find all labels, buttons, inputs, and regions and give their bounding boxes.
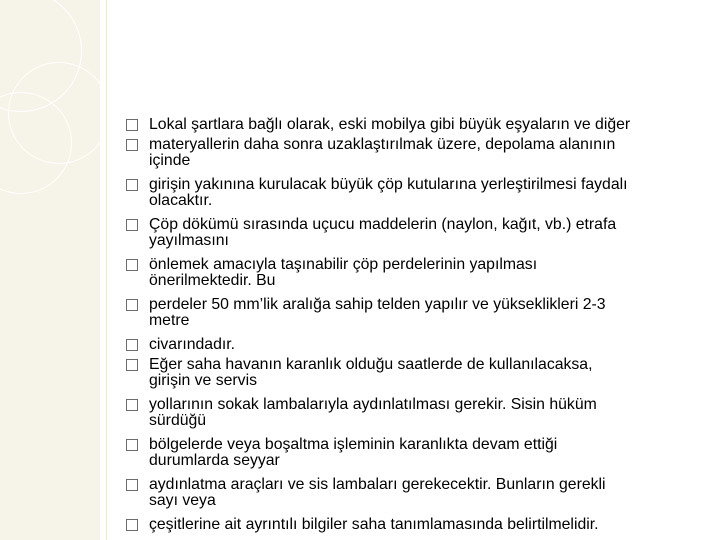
line-text: çeşitlerine ait ayrıntılı bilgiler saha tanımlamasında belirtilmelidir.	[149, 516, 599, 533]
bullet-marker	[126, 519, 138, 531]
bullet-marker	[126, 479, 138, 491]
bullet-marker	[126, 339, 138, 351]
text-line	[126, 312, 706, 330]
line-text: Eğer saha havanın karanlık olduğu saatlerde de kullanılacaksa,	[149, 356, 593, 373]
text-line	[126, 372, 706, 390]
bullet-marker	[126, 299, 138, 311]
line-text: durumlarda seyyar	[149, 452, 280, 469]
sidebar-divider	[101, 0, 102, 540]
bullet-marker	[126, 439, 138, 451]
decorative-sidebar	[0, 0, 100, 540]
sidebar-divider	[106, 0, 107, 540]
text-line	[126, 492, 706, 510]
line-text: Lokal şartlara bağlı olarak, eski mobilya gibi büyük eşyaların ve diğer	[149, 116, 631, 133]
bullet-marker	[126, 219, 138, 231]
bullet-marker	[126, 259, 138, 271]
text-line	[126, 412, 706, 430]
line-text: materyallerin daha sonra uzaklaştırılmak üzere, depolama alanının	[149, 136, 616, 153]
line-text: girişin ve servis	[149, 372, 257, 389]
text-line	[126, 192, 706, 210]
bullet-marker	[126, 139, 138, 151]
line-text: perdeler 50 mm’lik aralığa sahip telden yapılır ve yükseklikleri 2-3	[149, 296, 606, 313]
bullet-marker	[126, 179, 138, 191]
line-text: bölgelerde veya boşaltma işleminin karanlıkta devam ettiği	[149, 436, 558, 453]
text-line	[126, 152, 706, 170]
bullet-marker	[126, 359, 138, 371]
line-text: olacaktır.	[149, 192, 213, 209]
line-text: önlemek amacıyla taşınabilir çöp perdelerinin yapılması	[149, 256, 538, 273]
line-text: sayı veya	[149, 492, 216, 509]
bullet-marker	[126, 399, 138, 411]
line-text: yayılmasını	[149, 232, 229, 249]
line-text: sürdüğü	[149, 412, 207, 429]
line-text: önerilmektedir. Bu	[149, 272, 276, 289]
line-text: metre	[149, 312, 190, 329]
text-line	[126, 516, 706, 534]
line-text: Çöp dökümü sırasında uçucu maddelerin (naylon, kağıt, vb.) etrafa	[149, 216, 617, 233]
text-line	[126, 116, 706, 134]
line-text: girişin yakınına kurulacak büyük çöp kutularına yerleştirilmesi faydalı	[149, 176, 628, 193]
text-line	[126, 452, 706, 470]
text-line	[126, 272, 706, 290]
text-line	[126, 336, 706, 354]
line-text: yollarının sokak lambalarıyla aydınlatılması gerekir. Sisin hüküm	[149, 396, 597, 413]
line-text: civarındadır.	[149, 336, 236, 353]
bullet-marker	[126, 119, 138, 131]
line-text: aydınlatma araçları ve sis lambaları gerekecektir. Bunların gerekli	[149, 476, 606, 493]
line-text: içinde	[149, 152, 191, 169]
text-line	[126, 232, 706, 250]
